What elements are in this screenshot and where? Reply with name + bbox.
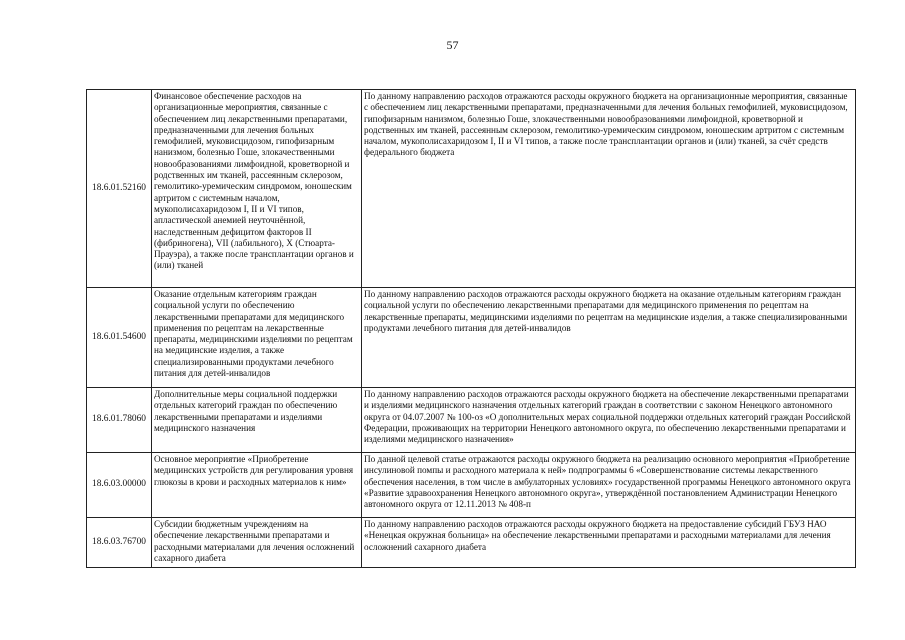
target-article-description: По данному направлению расходов отражаются расходы окружного бюджета на организационные мероприятия, связанные с обеспечением лиц лекарственными препаратами, предназначенными для лечения больных гемофилией, муковисцидозом, гипофизарным нанизмом, болезнью Гоше, злокачественными новообразованиями лимфоидной, кроветворной и родственных им тканей, рассеянным склерозом, гемолитико-уремическим синдромом, юношеским артритом с системным началом, мукополисахаридозом I, II и VI типов, а также после трансплантации органов и (или) тканей, за счёт средств федерального бюджета [362,90,856,288]
table-row [87,90,856,288]
target-article-name: Оказание отдельным категориям граждан социальной услуги по обеспечению лекарственными препаратами для медицинского применения по рецептам на лекарственные препараты, медицинскими изделиями по рецептам на медицинские изделия, а также специализированными продуктами лечебного питания для детей-инвалидов [152,288,362,388]
budget-classification-table [86,89,856,568]
target-article-code: 18.6.03.76700 [87,518,152,568]
target-article-code: 18.6.01.78060 [87,388,152,453]
target-article-name: Дополнительные меры социальной поддержки отдельных категорий граждан по обеспечению лекарственными препаратами и изделиями медицинского назначения [152,388,362,453]
target-article-description: По данному направлению расходов отражаются расходы окружного бюджета на предоставление субсидий ГБУЗ НАО «Ненецкая окружная больница» на обеспечение лекарственными препаратами и расходными материалами для лечения осложнений сахарного диабета [362,518,856,568]
target-article-code: 18.6.01.54600 [87,288,152,388]
target-article-description: По данному направлению расходов отражаются расходы окружного бюджета на обеспечение лекарственными препаратами и изделиями медицинского назначения отдельных категорий граждан в соответствии с законом Ненецкого автономного округа от 04.07.2007 № 100-оз «О дополнительных мерах социальной поддержки отдельных категорий граждан Российской Федерации, проживающих на территории Ненецкого автономного округа, по обеспечению лекарственными препаратами и изделиями медицинского назначения» [362,388,856,453]
page-number: 57 [446,38,459,52]
target-article-code: 18.6.03.00000 [87,453,152,518]
table-row [87,453,856,518]
target-article-name: Финансовое обеспечение расходов на организационные мероприятия, связанные с обеспечением лиц лекарственными препаратами, предназначенными для лечения больных гемофилией, муковисцидозом, гипофизарным нанизмом, болезнью Гоше, злокачественными новообразованиями лимфоидной, кроветворной и родственных им тканей, рассеянным склерозом, гемолитико-уремическим синдромом, юношеским артритом с системным началом, мукополисахаридозом I, II и VI типов, апластической анемией неуточнённой, наследственным дефицитом факторов II (фибриногена), VII (лабильного), X (Стюарта-Прауэра), а также после трансплантации органов и (или) тканей [152,90,362,288]
table-row [87,518,856,568]
target-article-description: По данной целевой статье отражаются расходы окружного бюджета на реализацию основного мероприятия «Приобретение инсулиновой помпы и расходного материала к ней» подпрограммы 6 «Совершенствование системы лекарственного обеспечения населения, в том числе в амбулаторных условиях» государственной программы Ненецкого автономного округа «Развитие здравоохранения Ненецкого автономного округа», утверждённой постановлением Администрации Ненецкого автономного округа от 12.11.2013 № 408-п [362,453,856,518]
table-row [87,388,856,453]
target-article-name: Основное мероприятие «Приобретение медицинских устройств для регулирования уровня глюкозы в крови и расходных материалов к ним» [152,453,362,518]
target-article-code: 18.6.01.52160 [87,90,152,288]
table-row [87,288,856,388]
target-article-name: Субсидии бюджетным учреждениям на обеспечение лекарственными препаратами и расходными материалами для лечения осложнений сахарного диабета [152,518,362,568]
target-article-description: По данному направлению расходов отражаются расходы окружного бюджета на оказание отдельным категориям граждан социальной услуги по обеспечению лекарственными препаратами для медицинского применения по рецептам на лекарственные препараты, медицинскими изделиями по рецептам на медицинские изделия, а также специализированными продуктами лечебного питания для детей-инвалидов [362,288,856,388]
